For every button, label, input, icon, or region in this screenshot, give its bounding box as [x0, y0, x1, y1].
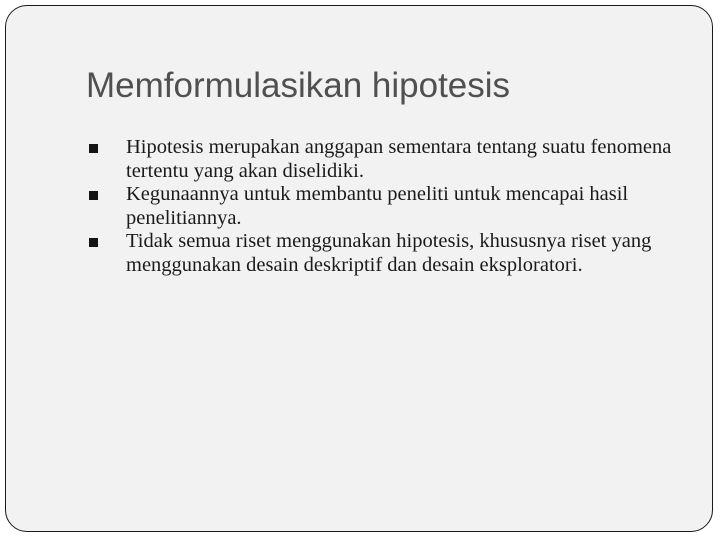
bullet-text: Tidak semua riset menggunakan hipotesis, khususnya riset yang menggunakan desain deskriptif dan desain eksploratori. [126, 230, 652, 276]
slide-title: Memformulasikan hipotesis [86, 66, 511, 105]
square-bullet-icon [89, 238, 98, 247]
bullet-item [88, 136, 678, 183]
bullet-text: Kegunaannya untuk membantu peneliti untuk mencapai hasil penelitiannya. [126, 183, 629, 229]
slide-frame [5, 5, 713, 532]
bullet-item [88, 183, 678, 230]
bullet-item [88, 230, 678, 277]
bullet-text: Hipotesis merupakan anggapan sementara tentang suatu fenomena tertentu yang akan diselidiki. [126, 136, 672, 182]
square-bullet-icon [89, 191, 98, 200]
bullet-list [88, 136, 678, 277]
square-bullet-icon [89, 144, 98, 153]
